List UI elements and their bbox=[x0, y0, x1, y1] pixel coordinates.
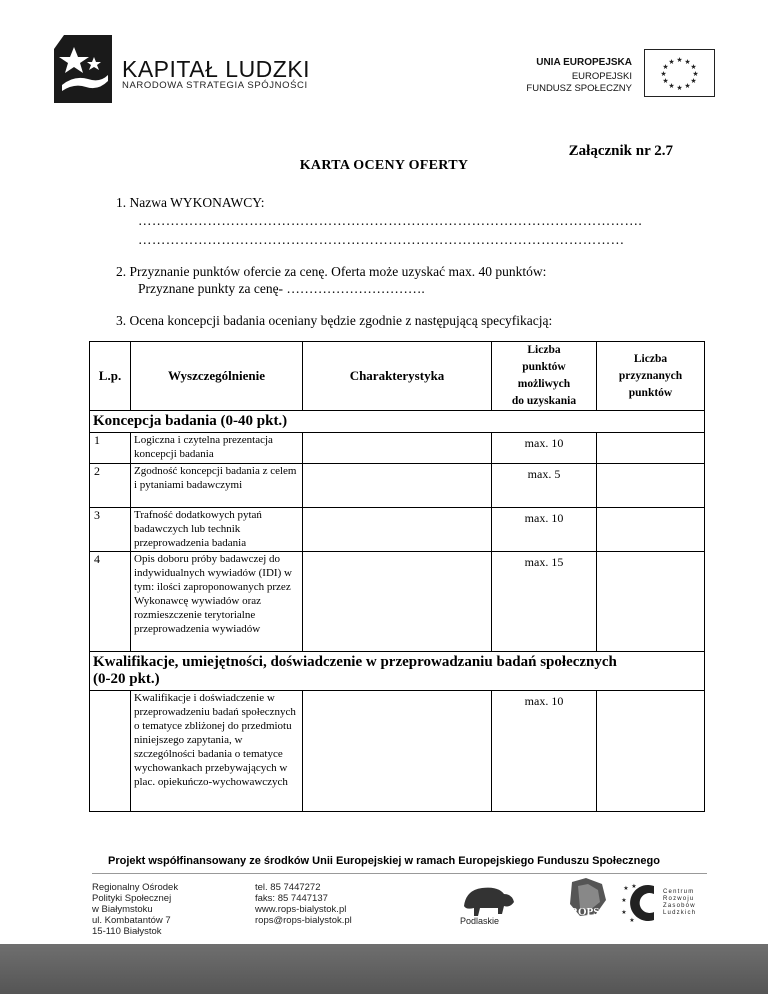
row-lp: 4 bbox=[90, 552, 131, 652]
row-awarded-cell[interactable] bbox=[597, 433, 705, 464]
row-description: Opis doboru próby badawczej do indywidualnych wywiadów (IDI) w tym: ilości zaproponowanych przez Wykonawcę wywiadów oraz rozmieszczenie terytorialne przeprowadzenia wywiadów bbox=[131, 552, 303, 652]
row-characteristic-cell[interactable] bbox=[303, 508, 492, 552]
row-lp bbox=[90, 691, 131, 812]
section-title-2 bbox=[90, 652, 705, 691]
row-lp: 3 bbox=[90, 508, 131, 552]
svg-text:★: ★ bbox=[684, 58, 691, 66]
svg-text:★: ★ bbox=[621, 897, 627, 904]
row-max-points: max. 10 bbox=[492, 691, 597, 812]
footer-contact bbox=[255, 882, 352, 926]
item2-line1: 2. Przyznanie punktów ofercie za cenę. Oferta może uzyskać max. 40 punktów: bbox=[116, 264, 547, 279]
crzl-line: Zasobów bbox=[663, 903, 696, 909]
row-awarded-cell[interactable] bbox=[597, 508, 705, 552]
svg-text:★: ★ bbox=[660, 70, 667, 78]
header-awarded-1: Liczba bbox=[633, 352, 668, 365]
item2-line2: Przyznane punkty za cenę- …………………………. bbox=[138, 281, 425, 296]
header-awarded-3: punktów bbox=[628, 386, 673, 399]
header-possible-1: Liczba bbox=[527, 344, 561, 356]
section-row bbox=[90, 411, 705, 433]
table-header-row bbox=[90, 342, 705, 411]
header-possible-3: możliwych bbox=[517, 378, 571, 390]
svg-text:★: ★ bbox=[662, 77, 669, 85]
header-wyszczegolnienie: Wyszczególnienie bbox=[131, 342, 303, 411]
eu-line-3: FUNDUSZ SPOŁECZNY bbox=[526, 83, 632, 94]
row-awarded-cell[interactable] bbox=[597, 691, 705, 812]
row-awarded-cell[interactable] bbox=[597, 464, 705, 508]
table-row bbox=[90, 464, 705, 508]
row-characteristic-cell[interactable] bbox=[303, 552, 492, 652]
program-subtitle: NARODOWA STRATEGIA SPÓJNOŚCI bbox=[122, 80, 308, 91]
row-characteristic-cell[interactable] bbox=[303, 433, 492, 464]
item1-dots-a: ………………………………………………………………………………………………. bbox=[138, 213, 643, 228]
eu-stars-c-logo-icon bbox=[620, 880, 656, 926]
crzl-line: Centrum bbox=[663, 889, 695, 895]
header-charakterystyka: Charakterystyka bbox=[303, 342, 492, 411]
podlaskie-label: Podlaskie bbox=[460, 916, 500, 926]
contact-website[interactable]: www.rops-bialystok.pl bbox=[255, 904, 347, 915]
address-line: Polityki Społecznej bbox=[92, 893, 172, 904]
svg-text:★: ★ bbox=[684, 82, 691, 90]
section-title-2-line2: (0-20 pkt.) bbox=[93, 671, 160, 687]
svg-text:★: ★ bbox=[668, 82, 675, 90]
footer-divider bbox=[92, 873, 707, 874]
row-description: Zgodność koncepcji badania z celem i pytaniami badawczymi bbox=[131, 464, 303, 508]
svg-text:★: ★ bbox=[623, 885, 629, 892]
row-awarded-cell[interactable] bbox=[597, 552, 705, 652]
crzl-label bbox=[663, 889, 696, 917]
row-max-points: max. 5 bbox=[492, 464, 597, 508]
crzl-line: Rozwoju bbox=[663, 896, 695, 902]
row-description: Trafność dodatkowych pytań badawczych lub technik przeprowadzenia badania bbox=[131, 508, 303, 552]
address-line: w Białymstoku bbox=[92, 904, 153, 915]
row-characteristic-cell[interactable] bbox=[303, 464, 492, 508]
page-title: KARTA OCENY OFERTY bbox=[299, 158, 469, 173]
row-max-points: max. 10 bbox=[492, 433, 597, 464]
contact-email[interactable]: rops@rops-bialystok.pl bbox=[255, 915, 352, 926]
rops-logo-icon bbox=[566, 876, 610, 922]
header-lp: L.p. bbox=[90, 342, 131, 411]
svg-text:★: ★ bbox=[690, 77, 697, 85]
row-lp: 1 bbox=[90, 433, 131, 464]
section-title-2-line1: Kwalifikacje, umiejętności, doświadczenie w przeprowadzaniu badań społecznych bbox=[93, 654, 617, 670]
table-row bbox=[90, 691, 705, 812]
project-cofinancing-note: Projekt współfinansowany ze środków Unii Europejskiej w ramach Europejskiego Funduszu Społecznego bbox=[108, 855, 660, 867]
rops-label: ROPS bbox=[570, 906, 600, 918]
svg-text:★: ★ bbox=[676, 56, 683, 64]
attachment-number: Załącznik nr 2.7 bbox=[568, 143, 673, 159]
svg-text:★: ★ bbox=[690, 63, 697, 71]
row-description: Kwalifikacje i doświadczenie w przeprowadzeniu badań społecznych o tematyce zbliżonej do przedmiotu niniejszego zapytania, w szczególności badania o tematyce wychowankach przebywających w plac. opiekuńczo-wychowawczych bbox=[131, 691, 303, 812]
table-row bbox=[90, 433, 705, 464]
program-title: KAPITAŁ LUDZKI bbox=[122, 56, 311, 82]
table-row bbox=[90, 552, 705, 652]
eu-line-1: UNIA EUROPEJSKA bbox=[536, 57, 632, 68]
svg-text:★: ★ bbox=[631, 883, 637, 890]
bottom-bar bbox=[0, 944, 768, 994]
address-line: Regionalny Ośrodek bbox=[92, 882, 179, 893]
contact-fax: faks: 85 7447137 bbox=[255, 893, 328, 904]
address-line: ul. Kombatantów 7 bbox=[92, 915, 171, 926]
svg-text:★: ★ bbox=[621, 909, 627, 916]
footer-address bbox=[92, 882, 178, 937]
svg-text:★: ★ bbox=[662, 63, 669, 71]
header-possible-points bbox=[492, 342, 597, 411]
svg-text:★: ★ bbox=[668, 58, 675, 66]
svg-text:★: ★ bbox=[692, 70, 699, 78]
row-max-points: max. 10 bbox=[492, 508, 597, 552]
svg-text:★: ★ bbox=[676, 84, 683, 92]
kapital-ludzki-logo-icon bbox=[54, 35, 112, 103]
row-lp: 2 bbox=[90, 464, 131, 508]
address-line: 15-110 Białystok bbox=[92, 926, 162, 937]
row-description: Logiczna i czytelna prezentacja koncepcji badania bbox=[131, 433, 303, 464]
row-max-points: max. 15 bbox=[492, 552, 597, 652]
row-characteristic-cell[interactable] bbox=[303, 691, 492, 812]
table-row bbox=[90, 508, 705, 552]
svg-text:★: ★ bbox=[629, 917, 635, 924]
section-title-1: Koncepcja badania (0-40 pkt.) bbox=[90, 411, 705, 433]
header-possible-4: do uzyskania bbox=[511, 395, 577, 407]
crzl-line: Ludzkich bbox=[663, 910, 697, 916]
item1-dots-b: …………………………………………………………………………………………… bbox=[138, 232, 625, 247]
eu-line-2: EUROPEJSKI bbox=[571, 71, 632, 82]
contact-phone: tel. 85 7447272 bbox=[255, 882, 321, 893]
header-possible-2: punktów bbox=[522, 361, 566, 373]
header-awarded-points bbox=[597, 342, 705, 411]
eu-flag-icon bbox=[644, 49, 715, 97]
item1-label: 1. Nazwa WYKONAWCY: bbox=[116, 195, 265, 210]
item3-line: 3. Ocena koncepcji badania oceniany będzie zgodnie z następującą specyfikacją: bbox=[116, 313, 553, 328]
section-row bbox=[90, 652, 705, 691]
podlaskie-bison-logo-icon bbox=[458, 880, 518, 930]
evaluation-table bbox=[89, 341, 705, 812]
header-awarded-2: przyznanych bbox=[618, 369, 683, 382]
